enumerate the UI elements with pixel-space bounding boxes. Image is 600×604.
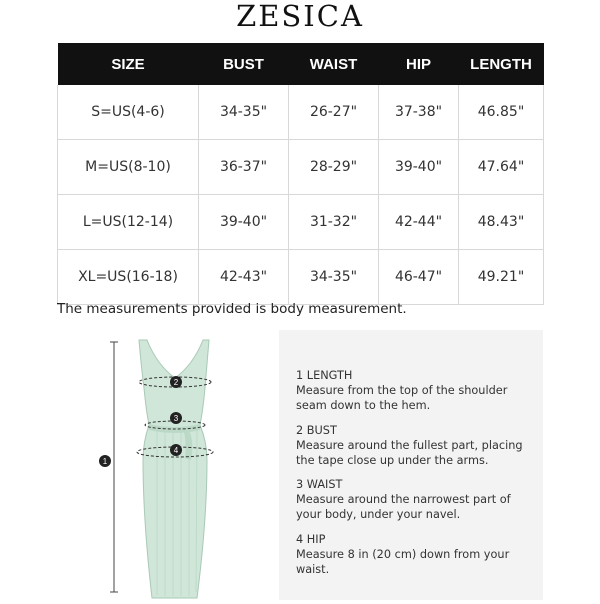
table-row [58,140,544,195]
instruction-title: 1 LENGTH [296,369,353,382]
instruction-text: Measure from the top of the shoulder seam down to the hem. [296,384,508,412]
header-hip: HIP [379,43,459,85]
marker-3-label: 3 [173,414,179,423]
table-header-row [58,43,544,85]
length-cell: 48.43" [459,195,544,250]
instruction-text: Measure 8 in (20 cm) down from your waist. [296,548,510,576]
length-cell: 46.85" [459,85,544,140]
instruction-bust [296,423,536,468]
bust-cell: 34-35" [199,85,289,140]
hip-cell: 46-47" [379,250,459,305]
instruction-hip [296,532,536,577]
measurement-note: The measurements provided is body measurement. [57,301,407,317]
hip-cell: 37-38" [379,85,459,140]
instruction-title: 4 HIP [296,533,326,546]
header-size: SIZE [58,43,199,85]
instruction-title: 2 BUST [296,424,337,437]
marker-2-label: 2 [173,378,179,387]
instruction-waist [296,477,536,522]
hip-cell: 39-40" [379,140,459,195]
measurement-instructions-panel [279,330,543,600]
bust-cell: 39-40" [199,195,289,250]
length-cell: 49.21" [459,250,544,305]
header-bust: BUST [199,43,289,85]
length-cell: 47.64" [459,140,544,195]
hip-cell: 42-44" [379,195,459,250]
table-row [58,195,544,250]
header-length: LENGTH [459,43,544,85]
size-cell: M=US(8-10) [58,140,199,195]
dress-illustration [57,330,279,600]
instruction-length [296,368,536,413]
brand-logo: ZESICA [236,0,364,33]
waist-cell: 34-35" [289,250,379,305]
waist-cell: 31-32" [289,195,379,250]
table-row [58,85,544,140]
instruction-text: Measure around the narrowest part of your body, under your navel. [296,493,511,521]
waist-cell: 28-29" [289,140,379,195]
instruction-text: Measure around the fullest part, placing the tape close up under the arms. [296,439,523,467]
bust-cell: 42-43" [199,250,289,305]
instruction-title: 3 WAIST [296,478,343,491]
marker-4-label: 4 [173,446,179,455]
marker-1-label: 1 [102,457,108,466]
header-waist: WAIST [289,43,379,85]
bust-cell: 36-37" [199,140,289,195]
dress-measurement-figure [57,330,279,600]
size-chart-table [57,43,544,305]
size-cell: S=US(4-6) [58,85,199,140]
table-row [58,250,544,305]
waist-cell: 26-27" [289,85,379,140]
size-cell: L=US(12-14) [58,195,199,250]
size-cell: XL=US(16-18) [58,250,199,305]
